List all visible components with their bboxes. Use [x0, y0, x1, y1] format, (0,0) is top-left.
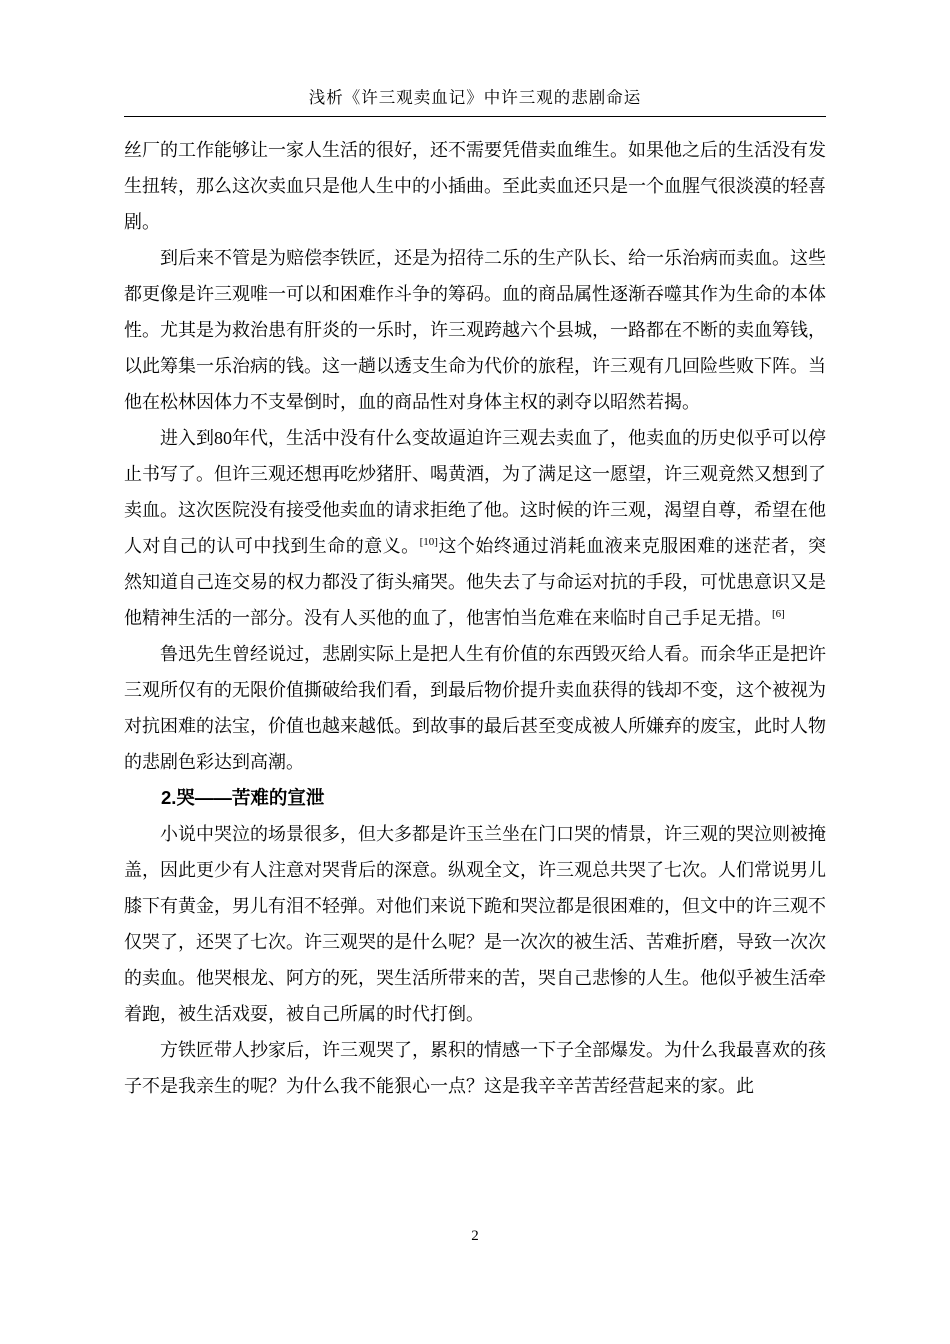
text-run: 小说中哭泣的场景很多，但大多都是许玉兰坐在门口哭的情景，许三观的哭泣则被掩盖，因此更少有人注意对哭背后的深意。纵观全文，许三观总共哭了七次。人们常说男儿膝下有黄金，男儿有泪不轻弹。对他们来说下跪和哭泣都是很困难的，但文中的许三观不仅哭了，还哭了七次。许三观哭的是什么呢？是一次次的被生活、苦难折磨，导致一次次的卖血。他哭根龙、阿方的死，哭生活所带来的苦，哭自己悲惨的人生。他似乎被生活牵着跑，被生活戏耍，被自己所属的时代打倒。 — [124, 824, 826, 1024]
text-run: 这个始终通过消耗血液来克服困难的迷茫者，突然知道自己连交易的权力都没了街头痛哭。他失去了与命运对抗的手段，可忧患意识又是他精神生活的一部分。没有人买他的血了，他害怕当危难在来临时自己手足无措。 — [124, 536, 826, 628]
paragraph — [124, 816, 826, 1032]
text-run: 到后来不管是为赔偿李铁匠，还是为招待二乐的生产队长、给一乐治病而卖血。这些都更像是许三观唯一可以和困难作斗争的筹码。血的商品属性逐渐吞噬其作为生命的本体性。尤其是为救治患有肝炎的一乐时，许三观跨越六个县城，一路都在不断的卖血筹钱，以此筹集一乐治病的钱。这一趟以透支生命为代价的旅程，许三观有几回险些败下阵。当他在松林因体力不支晕倒时，血的商品性对身体主权的剥夺以昭然若揭。 — [124, 248, 826, 412]
paragraph — [124, 420, 826, 636]
page-number: 2 — [471, 1228, 479, 1244]
page-footer — [0, 1228, 950, 1245]
text-run: 2.哭——苦难的宣泄 — [161, 787, 325, 808]
text-run: 鲁迅先生曾经说过，悲剧实际上是把人生有价值的东西毁灭给人看。而余华正是把许三观所仅有的无限价值撕破给我们看，到最后物价提升卖血获得的钱却不变，这个被视为对抗困难的法宝，价值也越来越低。到故事的最后甚至变成被人所嫌弃的废宝，此时人物的悲剧色彩达到高潮。 — [124, 644, 826, 772]
section-heading — [124, 780, 826, 816]
citation-ref: [10] — [419, 536, 438, 548]
paragraph — [124, 240, 826, 420]
text-run: 方铁匠带人抄家后，许三观哭了，累积的情感一下子全部爆发。为什么我最喜欢的孩子不是我亲生的呢？为什么我不能狠心一点？这是我辛辛苦苦经营起来的家。此 — [124, 1040, 826, 1096]
paragraph — [124, 636, 826, 780]
paragraph — [124, 132, 826, 240]
page-header — [124, 84, 826, 117]
text-run: 进入到80年代，生活中没有什么变故逼迫许三观去卖血了，他卖血的历史似乎可以停止书写了。但许三观还想再吃炒猪肝、喝黄酒，为了满足这一愿望，许三观竟然又想到了卖血。这次医院没有接受他卖血的请求拒绝了他。这时候的许三观，渴望自尊，希望在他人对自己的认可中找到生命的意义。 — [124, 428, 826, 556]
text-run: 丝厂的工作能够让一家人生活的很好，还不需要凭借卖血维生。如果他之后的生活没有发生扭转，那么这次卖血只是他人生中的小插曲。至此卖血还只是一个血腥气很淡漠的轻喜剧。 — [124, 140, 826, 232]
paragraph — [124, 1032, 826, 1104]
document-body — [124, 132, 826, 1104]
citation-ref: [6] — [772, 608, 785, 620]
header-title: 浅析《许三观卖血记》中许三观的悲剧命运 — [308, 88, 642, 107]
